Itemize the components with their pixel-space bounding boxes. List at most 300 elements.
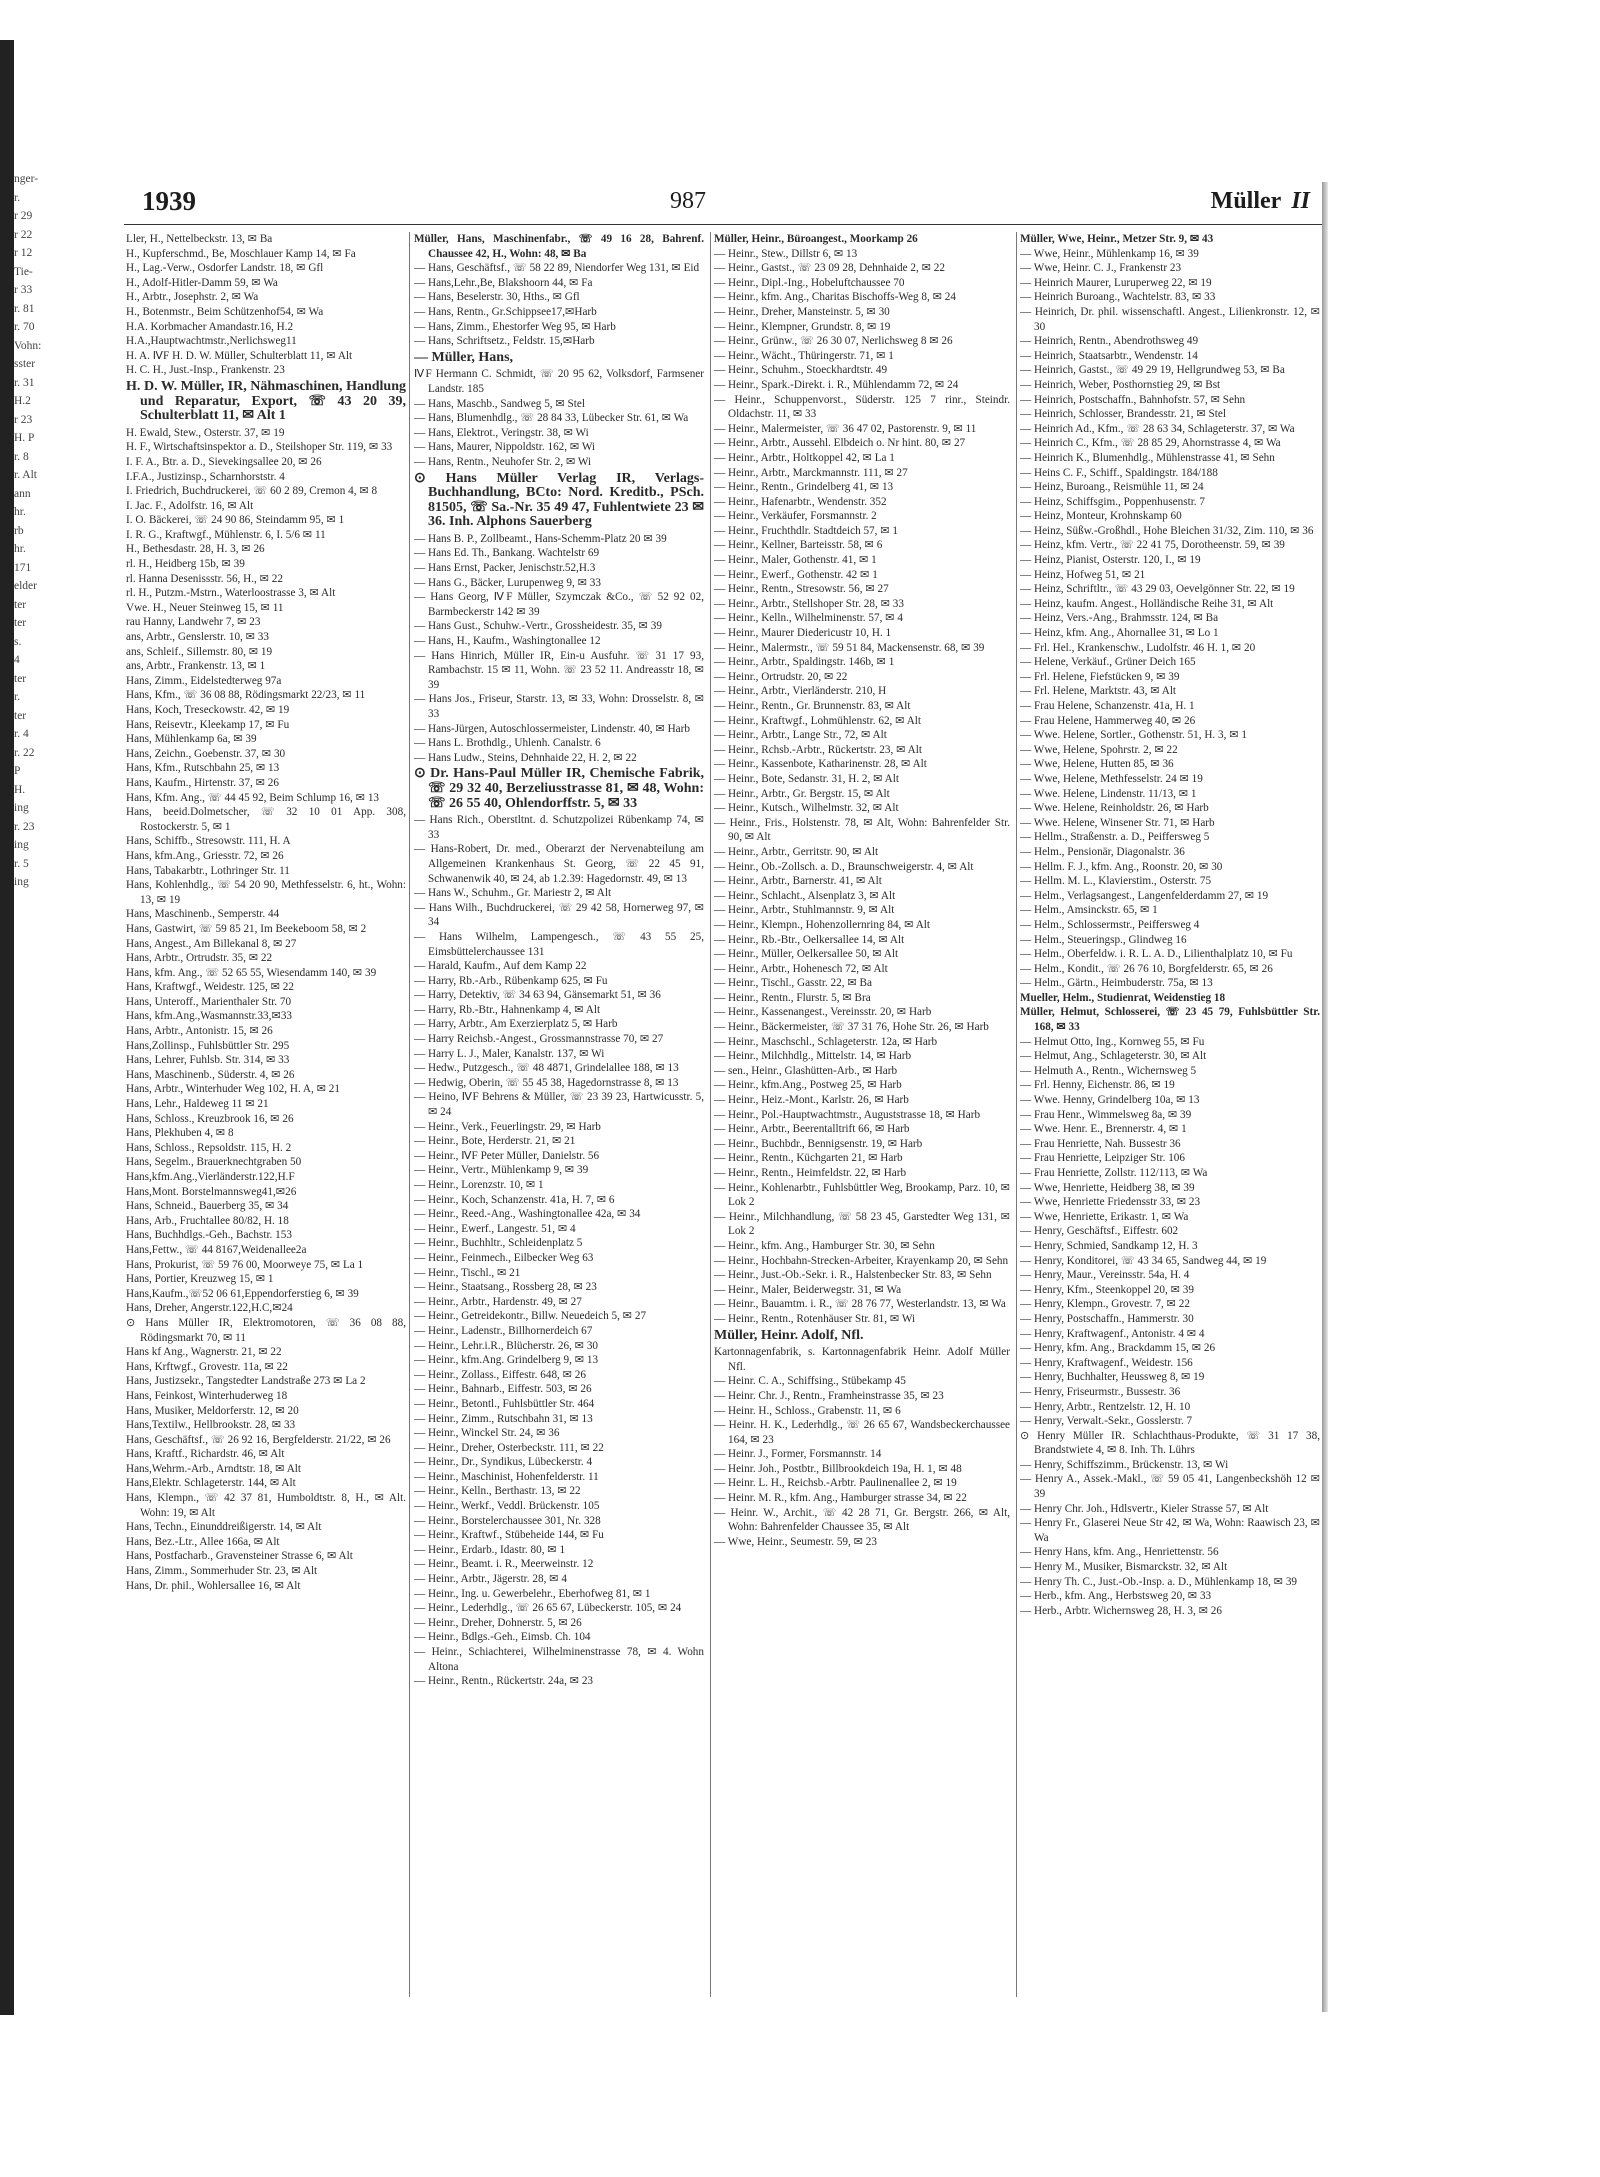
directory-entry: — Heinr., Arbtr., Lange Str., 72, ✉ Alt — [714, 729, 887, 742]
directory-entry: — Harry Reichsb.-Angest., Grossmannstrasse 70, ✉ 27 — [414, 1033, 664, 1046]
directory-entry: — Henry, Schiffszimm., Brückenstr. 13, ✉ Wi — [1020, 1458, 1229, 1471]
directory-entry: — Heinr., Dreher, Dohnerstr. 5, ✉ 26 — [414, 1616, 582, 1629]
directory-entry: — Heinr., Dreher, Mansteinstr. 5, ✉ 30 — [714, 305, 890, 318]
directory-entry: — Heinr., Ewerf., Langestr. 51, ✉ 4 — [414, 1222, 576, 1235]
directory-entry: — Heinr., Schuhm., Stoeckhardtstr. 49 — [714, 364, 888, 377]
directory-entry: — Helm., Amsinckstr. 65, ✉ 1 — [1020, 904, 1158, 917]
directory-entry: — Helm., Verlagsangest., Langenfelderdamm 27, ✉ 19 — [1020, 889, 1269, 902]
spine-fragment: nger- — [14, 173, 39, 185]
directory-entry: — Henry, Geschäftsf., Eiffestr. 602 — [1020, 1225, 1179, 1238]
spine-fragment: H. P — [14, 432, 35, 444]
directory-entry: Müller, Heinr. Adolf, Nfl. — [714, 1327, 864, 1343]
directory-entry: Hans, Portier, Kreuzweg 15, ✉ 1 — [126, 1273, 274, 1286]
directory-entry: — Heinz, Schiffsgim., Poppenhusenstr. 7 — [1020, 495, 1205, 508]
directory-entry: — Heinr., Zimm., Rutschbahn 31, ✉ 13 — [414, 1412, 593, 1425]
spine-fragment: r 33 — [14, 284, 33, 296]
spine-fragment: r. 4 — [14, 728, 29, 740]
directory-entry: Hans, Zimm., Eidelstedterweg 97a — [126, 674, 282, 687]
directory-entry: Müller, Wwe, Heinr., Metzer Str. 9, ✉ 43 — [1020, 233, 1214, 245]
spine-fragment: s. — [14, 635, 22, 648]
directory-entry: — Heinr., Ladenstr., Billhornerdeich 67 — [414, 1324, 593, 1337]
directory-entry: — Heinrich Buroang., Wachtelstr. 83, ✉ 33 — [1020, 291, 1216, 304]
directory-entry: — Harry, Rb.-Btr., Hahnenkamp 4, ✉ Alt — [414, 1003, 601, 1016]
directory-entry: Hans, Geschäftsf., ☏ 26 92 16, Bergfelderstr. 21/22, ✉ 26 — [126, 1433, 391, 1446]
directory-entry: — Heinr., Spark.-Direkt. i. R., Mühlendamm 72, ✉ 24 — [714, 378, 959, 391]
directory-entry: — Heinr., Feinmech., Eilbecker Weg 63 — [414, 1251, 594, 1264]
directory-entry: — Heinr., Milchhdlg., Mittelstr. 14, ✉ Harb — [714, 1050, 912, 1063]
page-year: 1939 — [142, 186, 196, 216]
directory-entry: Hans, Krftwgf., Grovestr. 11a, ✉ 22 — [126, 1360, 288, 1373]
spine-fragment: ann — [14, 487, 31, 500]
directory-entry: — Heins C. F., Schiff., Spaldingstr. 184/188 — [1020, 466, 1218, 479]
directory-entry: ⅣF Hermann C. Schmidt, ☏ 20 95 62, Volksdorf, Farmsener Landstr. 185 — [414, 368, 704, 395]
directory-entry: — Heinr., Tischl., ✉ 21 — [414, 1266, 521, 1279]
directory-entry: Hans, Kfm. Ang., ☏ 44 45 92, Beim Schlump 16, ✉ 13 — [126, 791, 380, 804]
directory-entry: Hans, Bez.-Ltr., Allee 166a, ✉ Alt — [126, 1535, 280, 1548]
directory-entry: — Heinr., Schuppenvorst., Süderstr. 125 7 rinr., Steindr. Oldachstr. 11, ✉ 33 — [714, 393, 1010, 421]
spine-fragment: 171 — [14, 561, 32, 574]
directory-entry: — Hans Jos., Friseur, Starstr. 13, ✉ 33, Wohn: Drosselstr. 8, ✉ 33 — [414, 693, 704, 720]
directory-entry: — Wwe, Henriette, Heidberg 38, ✉ 39 — [1020, 1181, 1195, 1194]
spine-fragment: ing — [14, 802, 29, 814]
directory-entry: — Hans, Rentn., Gr.Schippsee17,✉Harb — [414, 305, 597, 318]
directory-entry: — Frau Henr., Wimmelsweg 8a, ✉ 39 — [1020, 1108, 1192, 1121]
directory-entry: — Heinr., Staatsang., Rossberg 28, ✉ 23 — [414, 1281, 597, 1294]
directory-entry: — Heinr. J., Former, Forsmannstr. 14 — [714, 1448, 882, 1461]
directory-entry: ans, Arbtr., Genslerstr. 10, ✉ 33 — [126, 631, 269, 644]
directory-entry: — Heinr., Schiachterei, Wilhelminenstrasse 78, ✉ 4. Wohn Altona — [414, 1646, 704, 1673]
directory-entry: — Hans, Beselerstr. 30, Hths., ✉ Gfl — [414, 291, 580, 304]
spine-fragment: H.2 — [14, 395, 31, 407]
directory-entry: Mueller, Helm., Studienrat, Weidenstieg 18 — [1020, 991, 1226, 1004]
directory-entry: — Heinr., Arbtr., Stuhlmannstr. 9, ✉ Alt — [714, 904, 895, 917]
directory-entry: — Herb., Arbtr. Wichernsweg 28, H. 3, ✉ 26 — [1020, 1604, 1222, 1617]
directory-entry: — Henry, Friseurmstr., Bussestr. 36 — [1020, 1385, 1181, 1398]
directory-entry: Hans, Buchhdlgs.-Geh., Bachstr. 153 — [126, 1229, 292, 1242]
directory-entry: — Heinr., Bote, Sedanstr. 31, H. 2, ✉ Alt — [714, 772, 899, 785]
directory-entry: H., Lag.-Verw., Osdorfer Landstr. 18, ✉ Gfl — [126, 262, 324, 275]
directory-entry: — Heinr. C. A., Schiffsing., Stübekamp 45 — [714, 1375, 906, 1388]
directory-entry: Hans, Maschinenb., Süderstr. 4, ✉ 26 — [126, 1068, 295, 1081]
directory-entry: — Hans Wilh., Buchdruckerei, ☏ 29 42 58, Hornerweg 97, ✉ 34 — [414, 901, 704, 929]
directory-entry: rl. Hanna Desenissstr. 56, H., ✉ 22 — [126, 572, 283, 585]
directory-entry: — Harry, Detektiv, ☏ 34 63 94, Gänsemarkt 51, ✉ 36 — [414, 989, 661, 1002]
directory-entry: — Wwe. Henny, Grindelberg 10a, ✉ 13 — [1020, 1094, 1200, 1107]
directory-entry: — Heinr., Maler, Beiderwegstr. 31, ✉ Wa — [714, 1283, 902, 1296]
directory-entry: Hans, Mühlenkamp 6a, ✉ 39 — [126, 733, 257, 746]
directory-entry: — Heinr., Klempn., Hohenzollernring 84, ✉ Alt — [714, 918, 930, 931]
directory-entry: Hans, Prokurist, ☏ 59 76 00, Moorweye 75, ✉ La 1 — [126, 1258, 364, 1271]
directory-entry: — Heinr., Arbtr., Marckmannstr. 111, ✉ 27 — [714, 466, 908, 479]
directory-entry: — Heinrich C., Kfm., ☏ 28 85 29, Ahornstrasse 4, ✉ Wa — [1020, 437, 1281, 450]
directory-entry: — Heinr., Vertr., Mühlenkamp 9, ✉ 39 — [414, 1164, 589, 1177]
spine-fragment: r. Alt — [14, 469, 38, 481]
spine-fragment: r. — [14, 191, 21, 204]
directory-entry: — Heinr., Stew., Dillstr 6, ✉ 13 — [714, 247, 858, 260]
directory-entry: — Heinr., Rchsb.-Arbtr., Rückertstr. 23, ✉ Alt — [714, 743, 922, 756]
scan-border-left — [0, 40, 14, 2015]
directory-entry: — Helm., Pensionär, Diagonalstr. 36 — [1020, 845, 1185, 858]
directory-entry: rau Hanny, Landwehr 7, ✉ 23 — [126, 616, 261, 629]
directory-entry: Hans,Wehrm.-Arb., Arndtstr. 18, ✉ Alt — [126, 1462, 302, 1475]
directory-entry: — Heinr., Müller, Oelkersallee 50, ✉ Alt — [714, 948, 899, 961]
directory-entry: Hans, Postfacharb., Gravensteiner Strasse 6, ✉ Alt — [126, 1550, 353, 1563]
directory-entry: — Helm., Schlossermstr., Peiffersweg 4 — [1020, 918, 1200, 931]
directory-entry: ⊙ Hans Müller Verlag IR, Verlags-Buchhandlung, BCto: Nord. Kreditb., PSch. 81505, ☏ Sa.-Nr. 35 49 47, Fuhlentwiete 23 ✉ 36. Inh. Alphons Sauerberg — [414, 470, 704, 530]
directory-entry: — Heinr. W., Archit., ☏ 42 28 71, Gr. Bergstr. 266, ✉ Alt, Wohn: Bahrenfelder Chaussee 35, ✉ Alt — [714, 1506, 1010, 1534]
directory-entry: — Heinr., Grünw., ☏ 26 30 07, Nerlichsweg 8 ✉ 26 — [714, 335, 953, 348]
directory-entry: — Heinr., Ing. u. Gewerbelehr., Eberhofweg 81, ✉ 1 — [414, 1587, 651, 1600]
directory-entry: — Heinr., Tischl., Gasstr. 22, ✉ Ba — [714, 977, 872, 990]
directory-entry: — Heinr., kfm.Ang., Postweg 25, ✉ Harb — [714, 1079, 902, 1092]
directory-entry: Hans, Kaufm., Hirtenstr. 37, ✉ 26 — [126, 776, 279, 789]
directory-entry: — Heinr., Rentn., Rückertstr. 24a, ✉ 23 — [414, 1675, 594, 1688]
spine-fragment: 4 — [14, 654, 20, 666]
directory-entry: — Heinr., Arbtr., Aussehl. Elbdeich o. Nr hint. 80, ✉ 27 — [714, 437, 966, 450]
directory-entry: — Hans, Schriftsetz., Feldstr. 15,✉Harb — [414, 335, 595, 348]
spine-fragment: r. 8 — [14, 450, 29, 463]
directory-entry: Hans, kfm.Ang.,Wasmannstr.33,✉33 — [126, 1010, 293, 1023]
directory-entry: — Heinr., Arbtr., Stellshoper Str. 28, ✉ 33 — [714, 597, 904, 610]
directory-entry: — Heinr., Maler, Gothenstr. 41, ✉ 1 — [714, 554, 877, 567]
directory-entry: — Wwe, Heinr., Seumestr. 59, ✉ 23 — [714, 1535, 877, 1548]
directory-entry: — Heinr., Dipl.-Ing., Hobeluftchaussee 70 — [714, 276, 905, 289]
directory-entry: Vwe. H., Neuer Steinweg 15, ✉ 11 — [126, 601, 284, 614]
directory-entry: — Hans, Blumenhdlg., ☏ 28 84 33, Lübecker Str. 61, ✉ Wa — [414, 412, 689, 425]
facing-page-spine — [14, 170, 78, 2000]
directory-entry: — Henry, Kraftwagenf., Weidestr. 156 — [1020, 1356, 1193, 1369]
directory-entry: — Heinr., Rentn., Grindelberg 41, ✉ 13 — [714, 481, 894, 494]
directory-entry: Hans, Angest., Am Billekanal 8, ✉ 27 — [126, 937, 297, 950]
directory-entry: — Heinr., Getreidekontr., Billw. Neuedeich 5, ✉ 27 — [414, 1310, 647, 1323]
directory-entry: — Heinrich Maurer, Luruperweg 22, ✉ 19 — [1020, 276, 1212, 289]
directory-entry: Hans, Klempn., ☏ 42 37 81, Humboldtstr. 8, H., ✉ Alt. Wohn: 19, ✉ Alt — [126, 1492, 406, 1519]
spine-fragment: r. 31 — [14, 376, 35, 389]
spine-fragment: ing — [14, 839, 29, 851]
directory-entry: — Harry, Rb.-Arb., Rübenkamp 625, ✉ Fu — [414, 974, 608, 987]
directory-entry: — Heinr., Lehr.i.R., Blücherstr. 26, ✉ 30 — [414, 1339, 599, 1352]
page-edge-shadow — [1322, 182, 1328, 2012]
directory-entry: — Helmut, Ang., Schlageterstr. 30, ✉ Alt — [1020, 1050, 1207, 1063]
directory-entry: — Heinr., Klempner, Grundstr. 8, ✉ 19 — [714, 320, 891, 333]
directory-entry: — Heinr. Joh., Postbtr., Billbrookdeich 19a, H. 1, ✉ 48 — [714, 1462, 962, 1475]
directory-entry: — Heinr., Arbtr., Hardenstr. 49, ✉ 27 — [414, 1295, 582, 1308]
directory-entry: — Heinr., Ewerf., Gothenstr. 42 ✉ 1 — [714, 568, 878, 581]
directory-entry: — Heinr., Buchbdr., Bennigsenstr. 19, ✉ Harb — [714, 1137, 923, 1150]
directory-entry: — Heinrich, Rentn., Abendrothsweg 49 — [1020, 335, 1199, 348]
directory-entry: — Heino, ⅣF Behrens & Müller, ☏ 23 39 23, Hartwicusstr. 5, ✉ 24 — [414, 1091, 704, 1119]
directory-entry: — Heinr., Arbtr., Gerritstr. 90, ✉ Alt — [714, 845, 879, 858]
directory-entry: — Helene, Verkäuf., Grüner Deich 165 — [1020, 656, 1196, 669]
directory-entry: — Hans-Jürgen, Autoschlossermeister, Lindenstr. 40, ✉ Harb — [414, 722, 690, 735]
directory-entry: — Heinr., Werkf., Veddl. Brückenstr. 105 — [414, 1500, 600, 1513]
directory-entry: Hans, Techn., Einunddreißigerstr. 14, ✉ Alt — [126, 1521, 322, 1534]
directory-page — [124, 170, 1322, 2000]
directory-entry: — Frl. Helene, Marktstr. 43, ✉ Alt — [1020, 685, 1177, 698]
directory-entry: — Heinr., Bahnarb., Eiffestr. 503, ✉ 26 — [414, 1383, 592, 1396]
spine-fragment: elder — [14, 580, 37, 592]
directory-entry: Hans, Schiffb., Stresowstr. 111, H. A — [126, 835, 291, 848]
directory-entry: — Wwe, Helene, Spohrstr. 2, ✉ 22 — [1020, 743, 1178, 756]
directory-entry: — Hans, Maschb., Sandweg 5, ✉ Stel — [414, 397, 585, 410]
directory-entry: — Frl. Henny, Eichenstr. 86, ✉ 19 — [1020, 1079, 1175, 1092]
directory-entry: — Heinr., Beamt. i. R., Meerweinstr. 12 — [414, 1558, 594, 1571]
directory-entry: I. R. G., Kraftwgf., Mühlenstr. 6, I. 5/6 ✉ 11 — [126, 528, 326, 541]
directory-entry: — Hellm. M. L., Klavierstim., Osterstr. 75 — [1020, 875, 1212, 888]
directory-entry: — Wwe, Helene, Methfesselstr. 24 ✉ 19 — [1020, 772, 1203, 785]
directory-entry: Hans, Kraftf., Richardstr. 46, ✉ Alt — [126, 1448, 285, 1461]
directory-entry: H., Kupferschmd., Be, Moschlauer Kamp 14, ✉ Fa — [126, 247, 356, 260]
directory-entry: — Heinr., ⅣF Peter Müller, Danielstr. 56 — [414, 1149, 600, 1162]
directory-entry: — Wwe. Helene, Sortler., Gothenstr. 51, H. 3, ✉ 1 — [1020, 729, 1247, 742]
directory-entry: — Heinrich, Staatsarbtr., Wendenstr. 14 — [1020, 349, 1198, 362]
directory-entry: — Heinz, Monteur, Krohnskamp 60 — [1020, 510, 1182, 523]
directory-entry: I. F. A., Btr. a. D., Sievekingsallee 20, ✉ 26 — [126, 455, 322, 468]
directory-entry: — Frau Helene, Schanzenstr. 41a, H. 1 — [1020, 700, 1195, 712]
directory-entry: — Heinr., Bäckermeister, ☏ 37 31 76, Hohe Str. 26, ✉ Harb — [714, 1021, 989, 1034]
directory-entry: — Heinr., Bdlgs.-Geh., Eimsb. Ch. 104 — [414, 1631, 591, 1644]
directory-entry: — Heinz, Schriftltr., ☏ 43 29 03, Oevelgönner Str. 22, ✉ 19 — [1020, 583, 1295, 596]
directory-entry: — Helm., Oberfeldw. i. R. L. A. D., Lilienthalplatz 10, ✉ Fu — [1020, 948, 1293, 961]
directory-entry: — Henry, Konditorei, ☏ 43 34 65, Sandweg 44, ✉ 19 — [1020, 1254, 1267, 1267]
directory-entry: — Herb., kfm. Ang., Herbstsweg 20, ✉ 33 — [1020, 1590, 1212, 1603]
directory-entry: — Heinr., Verkäufer, Forsmannstr. 2 — [714, 510, 877, 523]
directory-entry: — Heinr., Arbtr., Gr. Bergstr. 15, ✉ Alt — [714, 787, 890, 800]
directory-entry: — Wwe, Helene, Hutten 85, ✉ 36 — [1020, 758, 1174, 771]
directory-entry: — Helm., Gärtn., Heimbuderstr. 75a, ✉ 13 — [1020, 977, 1213, 990]
directory-entry: Hans, Tabakarbtr., Lothringer Str. 11 — [126, 864, 290, 877]
directory-entry: ⊙ Henry Müller IR. Schlachthaus-Produkte, ☏ 31 17 38, Brandstwiete 4, ✉ 8. Inh. Th. Lührs — [1020, 1429, 1320, 1457]
spine-fragment: r 23 — [14, 413, 33, 426]
directory-entry: — Henry, Kfm., Steenkoppel 20, ✉ 39 — [1020, 1283, 1194, 1296]
directory-entry: — Heinr., Rentn., Rotenhäuser Str. 81, ✉ Wi — [714, 1312, 916, 1325]
directory-entry: — Heinr., Kelln., Berthastr. 13, ✉ 22 — [414, 1485, 581, 1498]
directory-entry: — Heinr. H. K., Lederhdlg., ☏ 26 65 67, Wandsbeckerchaussee 164, ✉ 23 — [714, 1419, 1010, 1446]
directory-entry: — Frl. Helene, Fiefstücken 9, ✉ 39 — [1020, 670, 1180, 683]
directory-entry: Müller, Hans, Maschinenfabr., ☏ 49 16 28, Bahrenf. Chaussee 42, H., Wohn: 48, ✉ Ba — [414, 233, 704, 260]
spine-fragment: Vohn: — [14, 339, 42, 352]
directory-entry: — Heinrich K., Blumenhdlg., Mühlenstrasse 41, ✉ Sehn — [1020, 451, 1275, 464]
directory-entry: Hans, kfm.Ang., Griesstr. 72, ✉ 26 — [126, 849, 284, 862]
directory-entry: — Heinr., Borstelerchaussee 301, Nr. 328 — [414, 1514, 601, 1527]
directory-entry: — Hans Wilhelm, Lampengesch., ☏ 43 55 25, Eimsbüttelerchaussee 131 — [414, 930, 704, 958]
directory-entry: — Henry, Postschaffn., Hammerstr. 30 — [1020, 1312, 1194, 1325]
directory-entry: — Hans, Zimm., Ehestorfer Weg 95, ✉ Harb — [414, 320, 616, 333]
directory-entry: Hans,Textilw., Hellbrookstr. 28, ✉ 33 — [126, 1419, 296, 1432]
directory-entry: — Heinr. H., Schloss., Grabenstr. 11, ✉ 6 — [714, 1404, 901, 1417]
directory-entry: Hans, Kfm., ☏ 36 08 88, Rödingsmarkt 22/23, ✉ 11 — [126, 689, 366, 702]
directory-entry: Hans,Elektr. Schlageterstr. 144, ✉ Alt — [126, 1477, 296, 1490]
directory-entry: Hans, Arbtr., Ortrudstr. 35, ✉ 22 — [126, 952, 273, 965]
directory-entry: — Wwe. Helene, Winsener Str. 71, ✉ Harb — [1020, 816, 1215, 829]
directory-entry: — Heinr., Wächt., Thüringerstr. 71, ✉ 1 — [714, 349, 894, 362]
directory-entry: — Heinz, kfm. Vertr., ☏ 22 41 75, Dorotheenstr. 59, ✉ 39 — [1020, 539, 1285, 552]
directory-entry: — Henry, Klempn., Grovestr. 7, ✉ 22 — [1020, 1298, 1190, 1311]
directory-entry: — Henry, Schmied, Sandkamp 12, H. 3 — [1020, 1239, 1198, 1252]
directory-entry: Hans, Kraftwgf., Weidestr. 125, ✉ 22 — [126, 981, 294, 994]
directory-entry: — Heinr., Fris., Holstenstr. 78, ✉ Alt, Wohn: Bahrenfelder Str. 90, ✉ Alt — [714, 816, 1010, 844]
directory-entry: H.A.,Hauptwachtmstr.,Nerlichsweg11 — [126, 335, 297, 348]
directory-entry: — Wwe, Henriette, Erikastr. 1, ✉ Wa — [1020, 1210, 1189, 1223]
directory-entry: Kartonnagenfabrik, s. Kartonnagenfabrik Heinr. Adolf Müller Nfl. — [714, 1346, 1010, 1373]
directory-entry: Hans, Dreher, Angerstr.122,H.C,✉24 — [126, 1302, 293, 1315]
directory-entry: — Henry, Verwalt.-Sekr., Gosslerstr. 7 — [1020, 1415, 1193, 1428]
directory-entry: — Heinr., Gastst., ☏ 23 09 28, Dehnhaide 2, ✉ 22 — [714, 262, 945, 275]
directory-entry: — Hans Ed. Th., Bankang. Wachtelstr 69 — [414, 547, 600, 560]
directory-entry: — Wwe. Henr. E., Brennerstr. 4, ✉ 1 — [1020, 1123, 1187, 1136]
spine-fragment: ter — [14, 617, 27, 629]
directory-entry: — Hans G., Bäcker, Lurupenweg 9, ✉ 33 — [414, 576, 601, 589]
directory-entry: Hans, Musiker, Meldorferstr. 12, ✉ 20 — [126, 1404, 299, 1417]
directory-entry: — Heinrich, Postschaffn., Bahnhofstr. 57, ✉ Sehn — [1020, 393, 1246, 406]
directory-entry: — Heinr., Kutsch., Wilhelmstr. 32, ✉ Alt — [714, 802, 899, 815]
directory-entry: — Heinrich, Dr. phil. wissenschaftl. Angest., Lilienkronstr. 12, ✉ 30 — [1020, 305, 1320, 333]
directory-entry: — Heinz, Pianist, Osterstr. 120, I., ✉ 19 — [1020, 554, 1201, 567]
directory-entry: — Henry, Arbtr., Rentzelstr. 12, H. 10 — [1020, 1400, 1191, 1413]
directory-entry: Hans, Schneid., Bauerberg 35, ✉ 34 — [126, 1200, 289, 1213]
directory-entry: — Henry Hans, kfm. Ang., Henriettenstr. 56 — [1020, 1546, 1219, 1559]
directory-entry: Hans, Maschinenb., Semperstr. 44 — [126, 908, 280, 921]
directory-entry: Hans, Arbtr., Antonistr. 15, ✉ 26 — [126, 1025, 273, 1038]
directory-entry: — Heinr., Arbtr., Beerentalltrift 66, ✉ Harb — [714, 1123, 910, 1136]
running-head — [1211, 188, 1310, 215]
directory-entry: — Heinr., Dr., Syndikus, Lübeckerstr. 4 — [414, 1456, 593, 1469]
directory-entry: Hans, Zeichn., Goebenstr. 37, ✉ 30 — [126, 747, 286, 760]
directory-entry: Hans, Schloss., Repsoldstr. 115, H. 2 — [126, 1141, 292, 1154]
directory-entry: Hans, Lehrer, Fuhlsb. Str. 314, ✉ 33 — [126, 1054, 290, 1067]
directory-entry: Hans, Feinkost, Winterhuderweg 18 — [126, 1389, 288, 1402]
spine-fragment: ter — [14, 598, 27, 611]
directory-entry: rl. H., Heidberg 15b, ✉ 39 — [126, 558, 245, 571]
spine-fragment: ter — [14, 709, 27, 722]
directory-entry: — Heinr., Kraftwgf., Lohmühlenstr. 62, ✉ Alt — [714, 714, 921, 727]
column-1 — [126, 232, 406, 1997]
directory-entry: — Heinr., Kelln., Wilhelminenstr. 57, ✉ 4 — [714, 612, 903, 625]
directory-entry: — Heinrich, Weber, Posthornstieg 29, ✉ Bst — [1020, 378, 1221, 391]
directory-entry: — Heinr., kfm. Ang., Hamburger Str. 30, ✉ Sehn — [714, 1239, 935, 1252]
directory-entry: — Müller, Hans, — [414, 349, 514, 365]
directory-entry: — Hellm., Straßenstr. a. D., Peiffersweg 5 — [1020, 831, 1210, 844]
directory-entry: H. Ewald, Stew., Osterstr. 37, ✉ 19 — [126, 426, 285, 439]
directory-entry: — Heinr., Winckel Str. 24, ✉ 36 — [414, 1427, 560, 1440]
directory-entry: — Henry Fr., Glaserei Neue Str 42, ✉ Wa, Wohn: Raawisch 23, ✉ Wa — [1020, 1517, 1320, 1544]
directory-entry: Hans, Plekhuben 4, ✉ 8 — [126, 1127, 234, 1140]
directory-entry: — Heinr., Rb.-Btr., Oelkersallee 14, ✉ Alt — [714, 933, 905, 946]
directory-entry: Hans, Unteroff., Marienthaler Str. 70 — [126, 995, 292, 1008]
directory-entry: Müller, Heinr., Büroangest., Moorkamp 26 — [714, 233, 918, 245]
directory-entry: — Heinr., Bote, Herderstr. 21, ✉ 21 — [414, 1135, 576, 1148]
directory-entry: — Hans Ernst, Packer, Jenischstr.52,H.3 — [414, 562, 596, 575]
directory-entry: Hans, Schloss., Kreuzbrook 16, ✉ 26 — [126, 1112, 294, 1125]
directory-entry: Hans kf Ang., Wagnerstr. 21, ✉ 22 — [126, 1346, 282, 1359]
directory-entry: — Heinr., Maschschl., Schlageterstr. 12a, ✉ Harb — [714, 1035, 938, 1048]
directory-entry: — Heinr., Malermstr., ☏ 59 51 84, Mackensenstr. 68, ✉ 39 — [714, 641, 985, 654]
directory-entry: — Henry, kfm. Ang., Brackdamm 15, ✉ 26 — [1020, 1342, 1216, 1355]
directory-entry: — Heinr., Rentn., Gr. Brunnenstr. 83, ✉ Alt — [714, 700, 911, 712]
directory-entry: Hans, Dr. phil., Wohlersallee 16, ✉ Alt — [126, 1579, 301, 1592]
directory-entry: — Heinr., Milchhandlung, ☏ 58 23 45, Garstedter Weg 131, ✉ Lok 2 — [714, 1210, 1010, 1238]
spine-fragment: hr. — [14, 506, 26, 518]
directory-entry: Hans, Lehr., Haldeweg 11 ✉ 21 — [126, 1098, 269, 1111]
directory-entry: Hans, Arb., Fruchtallee 80/82, H. 18 — [126, 1214, 289, 1227]
directory-entry: I.F.A., Justizinsp., Scharnhorststr. 4 — [126, 470, 285, 483]
directory-entry: — Heinr., Lorenzstr. 10, ✉ 1 — [414, 1179, 544, 1191]
directory-entry: — Wwe, Heinr. C. J., Frankenstr 23 — [1020, 262, 1182, 275]
directory-entry: — Hans, Rentn., Neuhofer Str. 2, ✉ Wi — [414, 455, 592, 468]
directory-entry: — Hans, H., Kaufm., Washingtonallee 12 — [414, 635, 601, 648]
spine-fragment: rb — [14, 524, 24, 537]
directory-entry: — Frau Henriette, Nah. Bussestr 36 — [1020, 1137, 1181, 1150]
spine-fragment: sster — [14, 358, 36, 370]
spine-fragment: r. 70 — [14, 321, 35, 333]
directory-entry: — Heinr., Maschinist, Hohenfelderstr. 11 — [414, 1470, 599, 1483]
directory-entry: — Frau Henriette, Leipziger Str. 106 — [1020, 1152, 1185, 1165]
directory-entry: — Heinr., Hafenarbtr., Wendenstr. 352 — [714, 495, 887, 508]
directory-entry: — Hans, Maurer, Nippoldstr. 162, ✉ Wi — [414, 441, 596, 454]
directory-entry: — Heinr., Arbtr., Vierländerstr. 210, H — [714, 685, 887, 698]
directory-entry: ⊙ Hans Müller IR, Elektromotoren, ☏ 36 08 88, Rödingsmarkt 70, ✉ 11 — [126, 1316, 406, 1344]
directory-entry: Hans,kfm.Ang.,Vierländerstr.122,H.F — [126, 1171, 295, 1183]
directory-entry: — Hans Gust., Schuhw.-Vertr., Grossheidestr. 35, ✉ 39 — [414, 620, 662, 633]
column-rule — [1016, 232, 1017, 1997]
directory-entry: Hans, Reisevtr., Kleekamp 17, ✉ Fu — [126, 718, 290, 731]
directory-entry: Hans, Arbtr., Winterhuder Weg 102, H. A, ✉ 21 — [126, 1083, 340, 1096]
directory-entry: I. O. Bäckerei, ☏ 24 90 86, Steindamm 95, ✉ 1 — [126, 514, 345, 527]
directory-entry: — Heinrich, Gastst., ☏ 49 29 19, Hellgrundweg 53, ✉ Ba — [1020, 364, 1285, 377]
directory-entry: Hans, Zimm., Sommerhuder Str. 23, ✉ Alt — [126, 1565, 318, 1578]
directory-entry: Hans, Justizsekr., Tangstedter Landstraße 273 ✉ La 2 — [126, 1375, 366, 1388]
page-number: 987 — [670, 188, 706, 214]
directory-entry: — Wwe. Helene, Lindenstr. 11/13, ✉ 1 — [1020, 787, 1197, 800]
directory-entry: — Heinr., Rentn., Stresowstr. 56, ✉ 27 — [714, 583, 889, 596]
directory-entry: — Heinr., Buchhltr., Schleidenplatz 5 — [414, 1237, 583, 1250]
directory-entry: — Harry, Arbtr., Am Exerzierplatz 5, ✉ Harb — [414, 1018, 618, 1031]
directory-entry: — Hans L. Brothdlg., Uhlenh. Canalstr. 6 — [414, 737, 601, 750]
directory-entry: — Heinr., Reed.-Ang., Washingtonallee 42a, ✉ 34 — [414, 1208, 641, 1221]
directory-entry: — Heinr., Betontl., Fuhlsbüttler Str. 464 — [414, 1397, 595, 1410]
directory-entry: — Frau Henriette, Zollstr. 112/113, ✉ Wa — [1020, 1167, 1208, 1179]
spine-fragment: r 12 — [14, 247, 33, 259]
directory-entry: — Heinr., Koch, Schanzenstr. 41a, H. 7, ✉ 6 — [414, 1193, 615, 1206]
directory-entry: — Hans Georg, ⅣF Müller, Szymczak &Co., ☏ 52 92 02, Barmbeckerstr 142 ✉ 39 — [414, 591, 704, 618]
directory-entry: Hans, Gastwirt, ☏ 59 85 21, Im Beekeboom 58, ✉ 2 — [126, 922, 367, 935]
directory-entry: — Helm., Kondit., ☏ 26 76 10, Borgfelderstr. 65, ✉ 26 — [1020, 962, 1273, 975]
spine-fragment: r. 23 — [14, 820, 35, 833]
spine-fragment: r 29 — [14, 210, 33, 222]
directory-entry: H. C. H., Just.-Insp., Frankenstr. 23 — [126, 364, 285, 377]
page-header — [124, 184, 1322, 225]
directory-entry: — Heinr., Arbtr., Spaldingstr. 146b, ✉ 1 — [714, 656, 895, 669]
directory-entry: I. Jac. F., Adolfstr. 16, ✉ Alt — [126, 499, 254, 512]
directory-entry: — Henry, Kraftwagenf., Antonistr. 4 ✉ 4 — [1020, 1327, 1205, 1340]
directory-entry: — Heinr., Arbtr., Hohenesch 72, ✉ Alt — [714, 962, 888, 975]
directory-entry: — Frl. Hel., Krankenschw., Ludolfstr. 46 H. 1, ✉ 20 — [1020, 641, 1256, 654]
directory-entry: — Heinr., Bauamtm. i. R., ☏ 28 76 77, Westerlandstr. 13, ✉ Wa — [714, 1298, 1006, 1311]
directory-entry: Hans, kfm. Ang., ☏ 52 65 55, Wiesendamm 140, ✉ 39 — [126, 966, 377, 979]
directory-entry: — Henry, Buchhalter, Heussweg 8, ✉ 19 — [1020, 1371, 1205, 1384]
directory-entry: — Heinr., Fruchthdlr. Stadtdeich 57, ✉ 1 — [714, 524, 899, 537]
directory-entry: — Heinr., Lederhdlg., ☏ 26 65 67, Lübeckerstr. 105, ✉ 24 — [414, 1602, 682, 1615]
directory-entry: H., Adolf-Hitler-Damm 59, ✉ Wa — [126, 276, 278, 289]
directory-entry: — Hellm. F. J., kfm. Ang., Roonstr. 20, ✉ 30 — [1020, 860, 1223, 873]
directory-entry: — Wwe. Helene, Reinholdstr. 26, ✉ Harb — [1020, 802, 1209, 815]
directory-entry: — Heinr., Rentn., Küchgarten 21, ✉ Harb — [714, 1152, 903, 1165]
directory-entry: — Heinr. M. R., kfm. Ang., Hamburger strasse 34, ✉ 22 — [714, 1492, 967, 1505]
directory-entry: — Heinr., Rentn., Heimfeldstr. 22, ✉ Harb — [714, 1167, 907, 1179]
directory-entry: — Heinr. L. H., Reichsb.-Arbtr. Paulinenallee 2, ✉ 19 — [714, 1477, 957, 1490]
spine-fragment: Tie- — [14, 265, 33, 278]
directory-entry: — Hedwig, Oberin, ☏ 55 45 38, Hagedornstrasse 8, ✉ 13 — [414, 1076, 679, 1089]
